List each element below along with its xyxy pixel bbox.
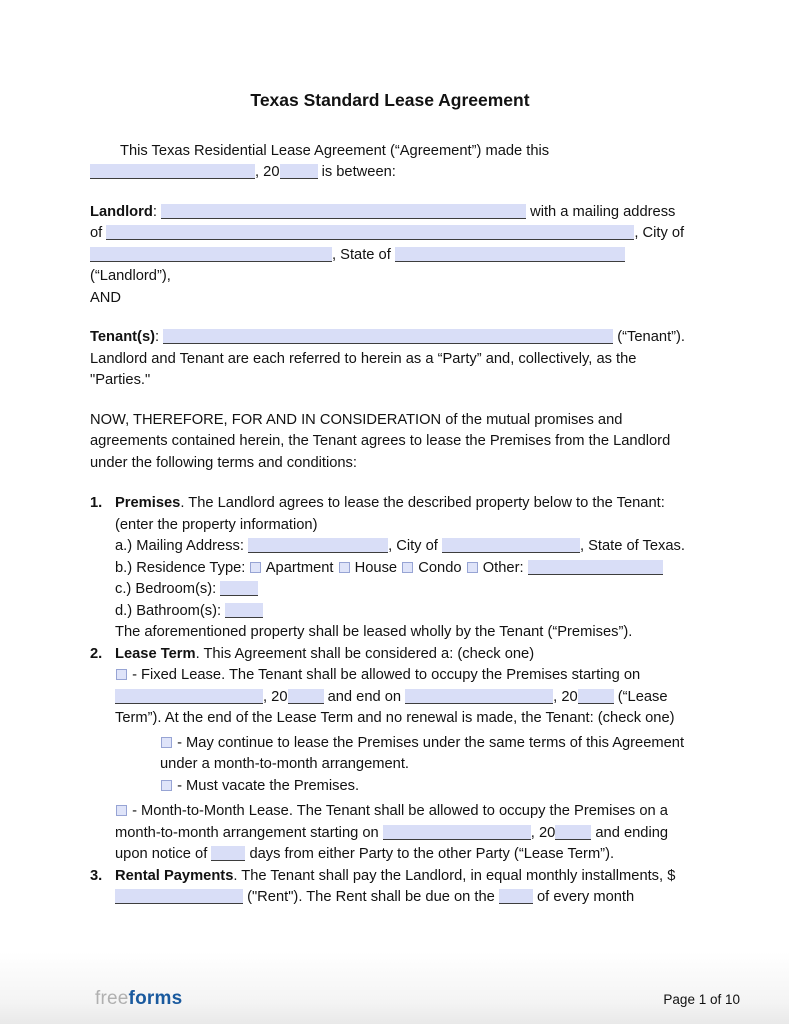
premises-bathrooms-line — [115, 601, 690, 623]
residence-type-condo-checkbox[interactable] — [402, 562, 413, 573]
brand-forms-text: forms — [128, 988, 183, 1009]
property-address-blank[interactable] — [248, 538, 388, 553]
text-run: , 20 — [553, 688, 578, 705]
text-run: Lease Term — [115, 645, 196, 662]
fixed-lease-start-date-blank[interactable] — [115, 689, 263, 704]
premises-residence-type-line — [115, 558, 690, 580]
text-run: : — [155, 329, 164, 345]
page-footer — [0, 952, 789, 1024]
brand-free-text: free — [95, 988, 129, 1009]
text-run: . The Landlord agrees to lease the described property below to the Tenant: (enter the property information) — [115, 495, 665, 533]
list-number: 1. — [90, 495, 103, 511]
fixed-lease-start-year-blank[interactable] — [288, 689, 324, 704]
text-run: and end on — [323, 688, 406, 705]
page-title: Texas Standard Lease Agreement — [250, 90, 530, 110]
text-run: c.) Bedroom(s): — [115, 581, 221, 597]
text-run: is between: — [317, 164, 396, 180]
text-run: - Month-to-Month Lease. The Tenant shall be allowed to occupy the Premises on a month-to-month arrangement starting on — [115, 803, 668, 841]
text-run: days from either Party to the other Party (“Lease Term”). — [245, 846, 615, 862]
footer-row — [0, 988, 789, 1010]
month-to-month-checkbox[interactable] — [116, 805, 127, 816]
page-number: Page 1 of 10 — [663, 992, 740, 1007]
text-run: and ending upon notice of — [115, 824, 669, 862]
text-run: , 20 — [530, 824, 556, 841]
notice-days-blank[interactable] — [211, 846, 245, 861]
fixed-lease-end-year-blank[interactable] — [578, 689, 614, 704]
text-run: Rental Payments — [115, 867, 234, 884]
month-to-month-option — [115, 801, 690, 866]
landlord-name-blank[interactable] — [161, 204, 526, 219]
text-run: Tenant(s) — [90, 329, 156, 345]
text-run: a.) Mailing Address: — [115, 538, 249, 554]
text-run: . The Tenant shall pay the Landlord, in equal monthly installments, $ — [233, 867, 676, 884]
residence-type-other-blank[interactable] — [528, 560, 663, 575]
text-run: , State of — [332, 246, 395, 263]
text-run: , City of — [634, 225, 685, 241]
rent-due-day-blank[interactable] — [499, 889, 533, 904]
text-run: House — [350, 559, 402, 576]
text-run: Condo — [414, 559, 466, 576]
text-run: , 20 — [255, 164, 280, 180]
must-vacate-checkbox[interactable] — [161, 780, 172, 791]
property-city-blank[interactable] — [442, 538, 580, 553]
premises-mailing-address-line — [115, 536, 690, 558]
bathrooms-blank[interactable] — [225, 603, 263, 618]
text-run: . This Agreement shall be considered a: (check one) — [195, 645, 535, 662]
text-run: Apartment — [262, 559, 338, 576]
tenant-paragraph — [90, 327, 690, 392]
list-number: 3. — [90, 867, 103, 884]
item-3-rental-payments — [90, 866, 690, 909]
text-run: of every month — [532, 889, 635, 905]
residence-type-apartment-checkbox[interactable] — [250, 562, 261, 573]
text-run: - Fixed Lease. The Tenant shall be allowed to occupy the Premises starting on — [128, 667, 641, 683]
month-to-month-start-date-blank[interactable] — [383, 825, 531, 840]
bedrooms-blank[interactable] — [220, 581, 258, 596]
text-run: (“Landlord”), — [90, 268, 171, 284]
document-body — [90, 141, 690, 909]
text-run: - May continue to lease the Premises under the same terms of this Agreement under a month-to-month arrangement. — [160, 734, 685, 772]
rent-amount-blank[interactable] — [115, 889, 243, 904]
text-run: , State of Texas. — [579, 538, 685, 554]
text-run: NOW, THEREFORE, FOR AND IN CONSIDERATION of the mutual promises and agreements contained herein, the Tenant agrees to lease the Premises from the Landlord under the following terms and conditions: — [90, 411, 671, 471]
residence-type-other-checkbox[interactable] — [467, 562, 478, 573]
text-run: , 20 — [263, 688, 288, 705]
text-run: d.) Bathroom(s): — [115, 602, 226, 619]
text-run: , City of — [388, 538, 442, 554]
list-number: 2. — [90, 645, 103, 662]
text-run: ("Rent"). The Rent shall be due on the — [243, 889, 499, 905]
text-run: This Texas Residential Lease Agreement (“Agreement”) made this — [120, 142, 550, 159]
text-run: - Must vacate the Premises. — [173, 777, 360, 794]
agreement-date-blank[interactable] — [90, 164, 255, 179]
text-run: with a mailing address of — [90, 203, 676, 241]
text-run: Premises — [115, 495, 181, 511]
text-run: Landlord — [90, 203, 153, 220]
text-run: b.) Residence Type: — [115, 559, 250, 576]
residence-type-house-checkbox[interactable] — [339, 562, 350, 573]
text-run: : — [152, 203, 161, 220]
fixed-lease-end-date-blank[interactable] — [405, 689, 553, 704]
consideration-paragraph — [90, 410, 690, 475]
item-2-lease-term — [90, 644, 690, 666]
tenant-name-blank[interactable] — [163, 329, 613, 344]
agreement-year-blank[interactable] — [280, 164, 318, 179]
item-1-premises — [90, 493, 690, 536]
text-run: The aforementioned property shall be leased wholly by the Tenant (“Premises”). — [115, 624, 633, 640]
text-run: AND — [90, 289, 122, 306]
continue-month-to-month-option — [160, 733, 690, 776]
month-to-month-start-year-blank[interactable] — [555, 825, 591, 840]
text-run: (“Tenant”). Landlord and Tenant are each referred to herein as a “Party” and, collectively, as the "Parties." — [90, 329, 686, 388]
landlord-city-blank[interactable] — [90, 247, 332, 262]
premises-closing-line — [115, 622, 690, 644]
must-vacate-option — [160, 776, 690, 798]
landlord-state-blank[interactable] — [395, 247, 625, 262]
premises-bedrooms-line — [115, 579, 690, 601]
text-run: Other: — [478, 559, 528, 576]
landlord-address-blank[interactable] — [106, 225, 634, 240]
text-run: (“Lease Term”). At the end of the Lease Term and no renewal is made, the Tenant: (check one) — [115, 688, 675, 726]
fixed-lease-option — [115, 665, 690, 730]
freeforms-logo — [95, 988, 182, 1010]
landlord-paragraph — [90, 202, 690, 310]
intro-paragraph — [90, 141, 690, 184]
fixed-lease-checkbox[interactable] — [116, 669, 127, 680]
may-continue-checkbox[interactable] — [161, 737, 172, 748]
